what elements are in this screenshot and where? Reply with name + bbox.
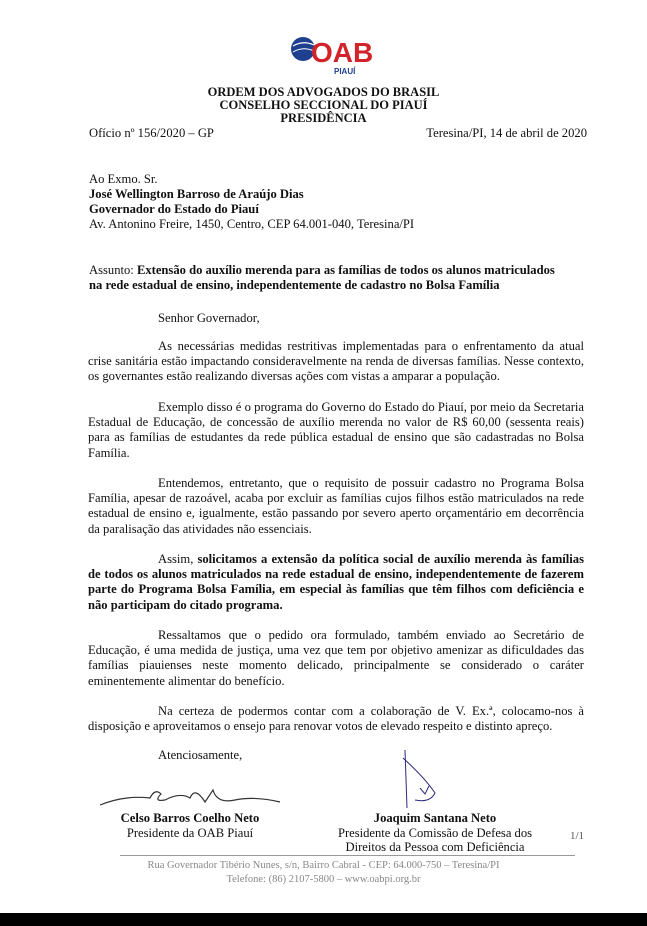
left-signature: [95, 780, 285, 815]
paragraph-2: Exemplo disso é o programa do Governo do Estado do Piauí, por meio da Secretaria Estadual de Educação, de concessão de auxílio merenda no valor de R$ 60,00 (sessenta reais) para as famílias de estudantes da rede pública estadual de ensino que são cadastradas no Bolsa Família.: [88, 400, 584, 460]
logo-letters: OAB: [311, 37, 374, 68]
paragraph-3: Entendemos, entretanto, que o requisito de possuir cadastro no Programa Bolsa Família, apesar de razoável, acaba por excluir as famílias cujos filhos estão matriculados na rede estadual de ensino e, igualmente, estão passando por severo aperto orçamentário em decorrência da paralisação das atividades não essenciais.: [88, 476, 584, 536]
footer-contact: Telefone: (86) 2107-5800 – www.oabpi.org.br: [226, 874, 421, 885]
paragraph-4: Assim, solicitamos a extensão da política social de auxílio merenda às famílias de todos os alunos matriculados na rede estadual de ensino, independentemente de fazerem parte do Programa Bolsa Família, em especial às famílias que têm filhos com deficiência e não participam do citado programa.: [88, 552, 584, 612]
paragraph-6: Na certeza de podermos contar com a colaboração de V. Ex.ª, colocamo-nos à disposição e aproveitamos o ensejo para renovar votos de elevado respeito e distinto apreço.: [88, 704, 584, 734]
subject: [89, 263, 589, 278]
closing: Atenciosamente,: [158, 748, 243, 762]
recipient-salutation: Ao Exmo. Sr.: [89, 172, 158, 186]
left-signer-role: Presidente da OAB Piauí: [126, 826, 254, 840]
oab-logo: [290, 32, 374, 84]
subject-text-1: Extensão do auxílio merenda para as famílias de todos os alunos matriculados: [136, 263, 555, 277]
council-name: CONSELHO SECCIONAL DO PIAUÍ: [219, 98, 428, 112]
subject-label: Assunto:: [89, 263, 137, 277]
org-name: ORDEM DOS ADVOGADOS DO BRASIL: [207, 85, 440, 99]
bottom-bar: [0, 913, 647, 926]
right-signer-role-2: Direitos da Pessoa com Deficiência: [345, 840, 525, 854]
recipient-name: José Wellington Barroso de Araújo Dias: [89, 187, 304, 201]
right-signer-role-1: Presidente da Comissão de Defesa dos: [337, 826, 533, 840]
footer-address: Rua Governador Tibério Nunes, s/n, Bairro Cabral - CEP: 64.000-750 – Teresina/PI: [147, 860, 500, 871]
paragraph-5: Ressaltamos que o pedido ora formulado, também enviado ao Secretário de Educação, é uma medida de justiça, uma vez que tem por objetivo amenizar as dificuldades das famílias piauienses neste momento delicado, principalmente se considerado o caráter eminentemente alimentar do benefício.: [88, 628, 584, 688]
paragraph-1: As necessárias medidas restritivas implementadas para o enfrentamento da atual crise sanitária estão impactando consideravelmente na renda de diversas famílias. Nesse contexto, os governantes estão realizando diversas ações com vistas a amparar a população.: [88, 339, 584, 384]
office-name: PRESIDÊNCIA: [280, 111, 367, 125]
right-signature: [385, 748, 445, 818]
place-date: Teresina/PI, 14 de abril de 2020: [426, 126, 587, 140]
logo-state: PIAUÍ: [334, 67, 356, 76]
page-number: 1/1: [570, 830, 585, 842]
recipient-address: Av. Antonino Freire, 1450, Centro, CEP 64.001-040, Teresina/PI: [89, 217, 415, 231]
subject-text-2: na rede estadual de ensino, independentemente de cadastro no Bolsa Família: [89, 278, 500, 292]
recipient-title: Governador do Estado do Piauí: [89, 202, 259, 216]
left-signer-name: Celso Barros Coelho Neto: [120, 811, 260, 825]
footer-divider: [120, 855, 575, 856]
greeting: Senhor Governador,: [158, 311, 260, 325]
right-signer-name: Joaquim Santana Neto: [373, 811, 497, 825]
oficio-number: Ofício nº 156/2020 – GP: [89, 126, 214, 140]
